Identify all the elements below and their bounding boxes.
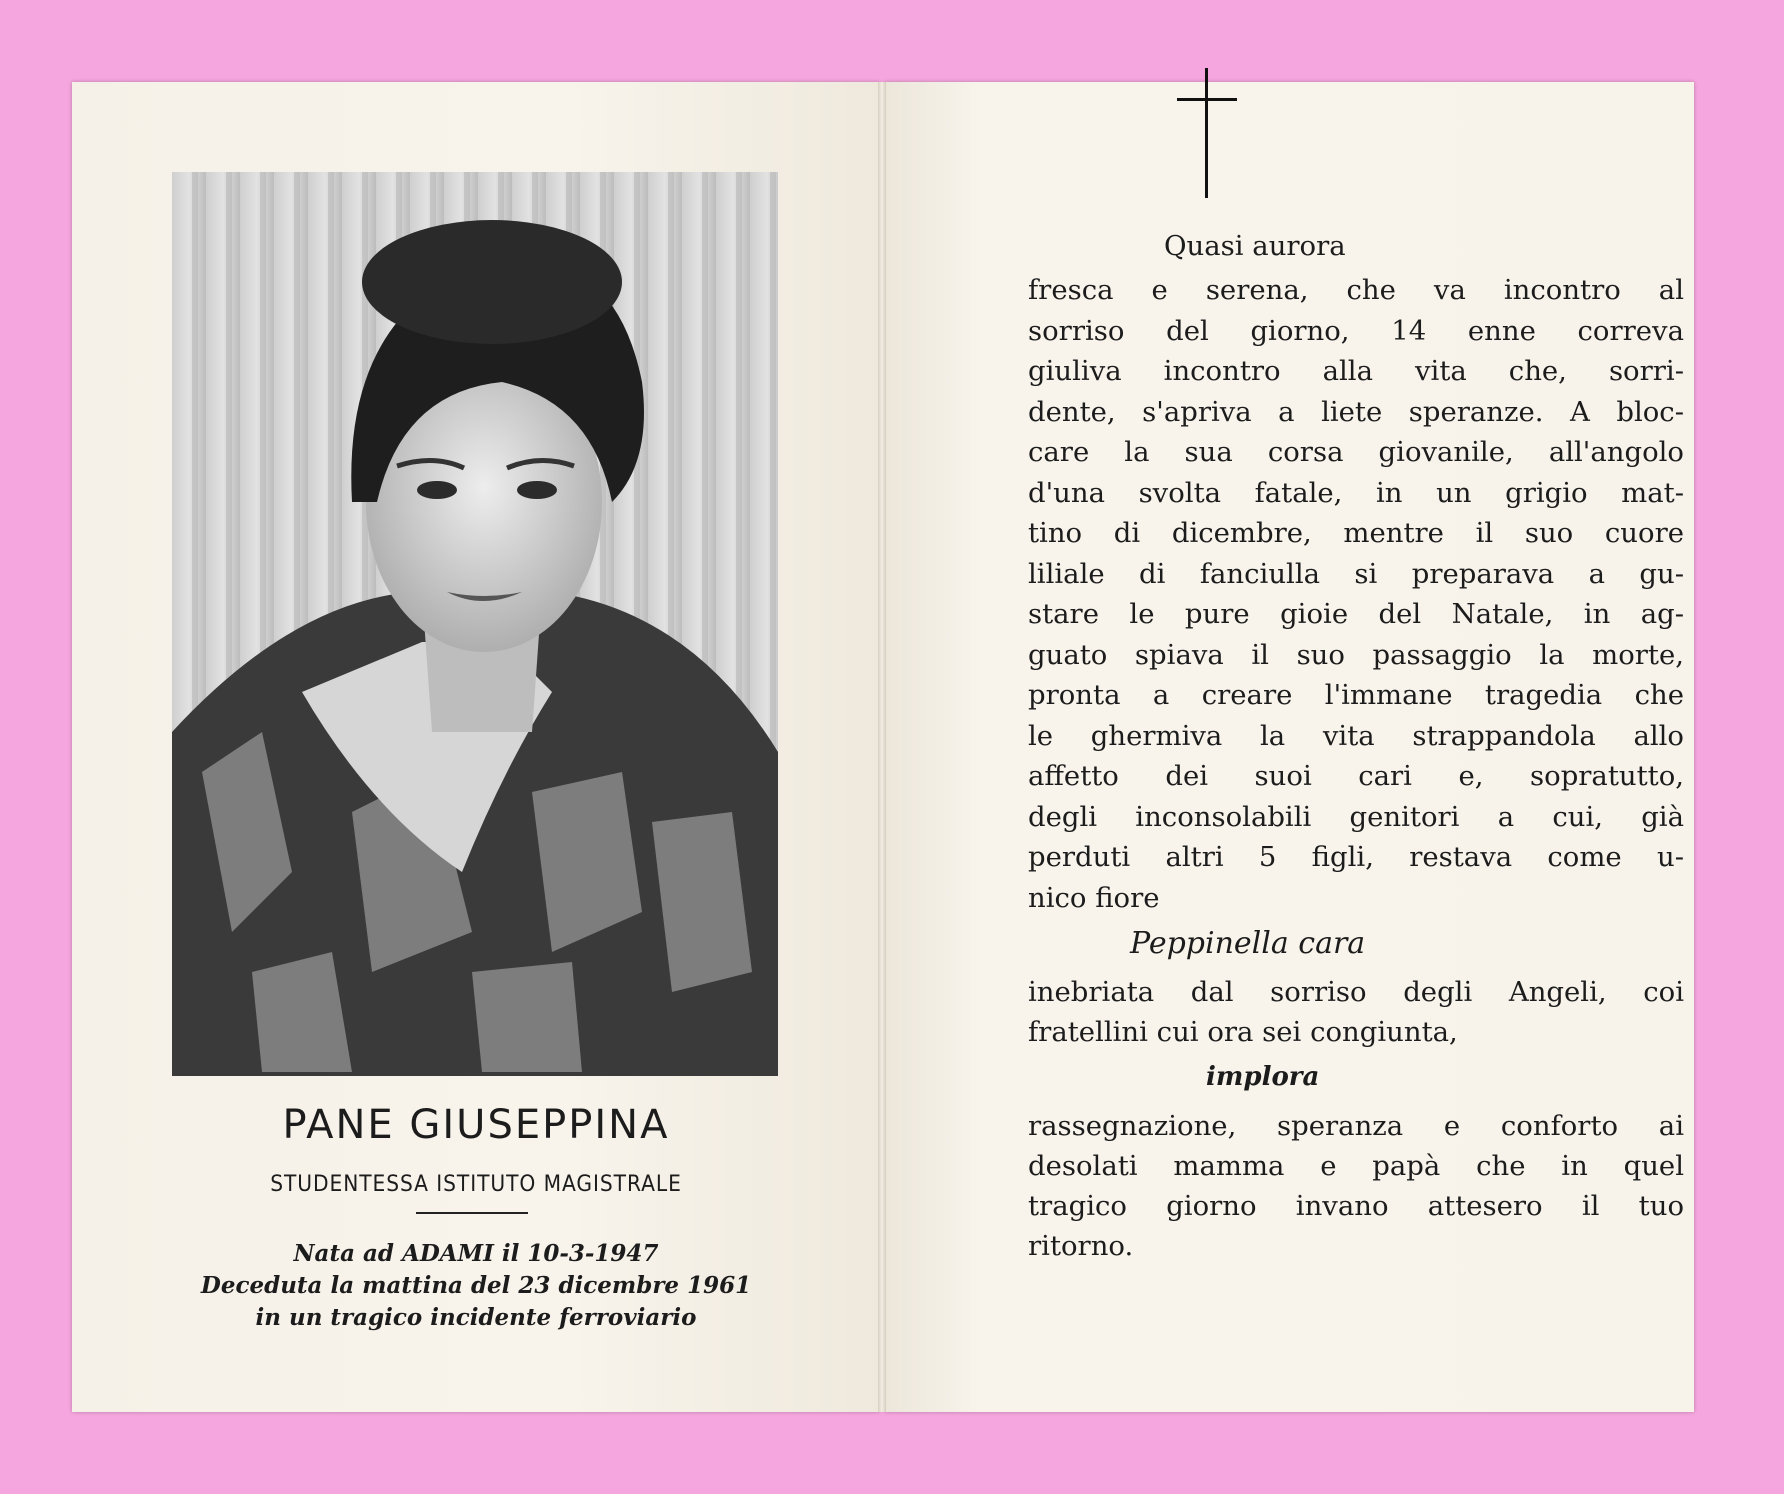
text-line: fratellini cui ora sei congiunta,	[1028, 1016, 1458, 1048]
heading-quasi-aurora: Quasi aurora	[1164, 230, 1346, 262]
text-line: guato spiava il suo passaggio la morte,	[1028, 638, 1684, 671]
deceased-name: PANE GIUSEPPINA	[282, 1102, 670, 1148]
text-line: giuliva incontro alla vita che, sorri-	[1028, 355, 1684, 387]
text-line: affetto dei suoi cari e, sopratutto,	[1028, 760, 1684, 792]
text-line: dente, s'apriva a liete speranze. A bloc-	[1028, 395, 1684, 428]
text-line: ritorno.	[1028, 1230, 1134, 1262]
heading-peppinella-cara: Peppinella cara	[1130, 926, 1366, 961]
text-line: inebriata dal sorriso degli Angeli, coi	[1028, 976, 1684, 1008]
text-line: d'una svolta fatale, in un grigio mat-	[1028, 476, 1684, 509]
text-line: pronta a creare l'immane tragedia che	[1028, 679, 1684, 711]
paragraph-1	[1028, 270, 1684, 918]
text-line: stare le pure gioie del Natale, in ag-	[1028, 598, 1684, 630]
text-line: nico fiore	[1028, 881, 1160, 914]
text-line: sorriso del giorno, 14 enne correva	[1028, 314, 1684, 347]
card-fold	[878, 82, 886, 1412]
birth-line: Nata ad ADAMI il 10-3-1947	[293, 1240, 659, 1267]
text-line: perduti altri 5 figli, restava come u-	[1028, 841, 1684, 873]
text-line: fresca e serena, che va incontro al	[1028, 274, 1684, 306]
dates-block	[112, 1238, 840, 1334]
text-line: degli inconsolabili genitori a cui, già	[1028, 800, 1684, 833]
cause-line: in un tragico incidente ferroviario	[255, 1304, 697, 1331]
occupation-subtitle: STUDENTESSA ISTITUTO MAGISTRALE	[270, 1172, 682, 1197]
text-line: tino di dicembre, mentre il suo cuore	[1028, 517, 1684, 549]
heading-implora: implora	[1206, 1062, 1320, 1092]
text-line: rassegnazione, speranza e conforto ai	[1028, 1110, 1684, 1142]
divider-rule	[416, 1212, 528, 1214]
text-line: le ghermiva la vita strappandola allo	[1028, 719, 1684, 752]
paragraph-2	[1028, 972, 1684, 1052]
text-line: liliale di fanciulla si preparava a gu-	[1028, 557, 1684, 590]
death-line: Deceduta la mattina del 23 dicembre 1961	[200, 1272, 752, 1299]
paragraph-3	[1028, 1106, 1684, 1266]
text-line: desolati mamma e papà che in quel	[1028, 1150, 1684, 1182]
text-line: care la sua corsa giovanile, all'angolo	[1028, 436, 1684, 468]
text-line: tragico giorno invano attesero il tuo	[1028, 1190, 1684, 1222]
portrait-photo	[172, 172, 778, 1076]
cross-icon	[1177, 68, 1237, 198]
